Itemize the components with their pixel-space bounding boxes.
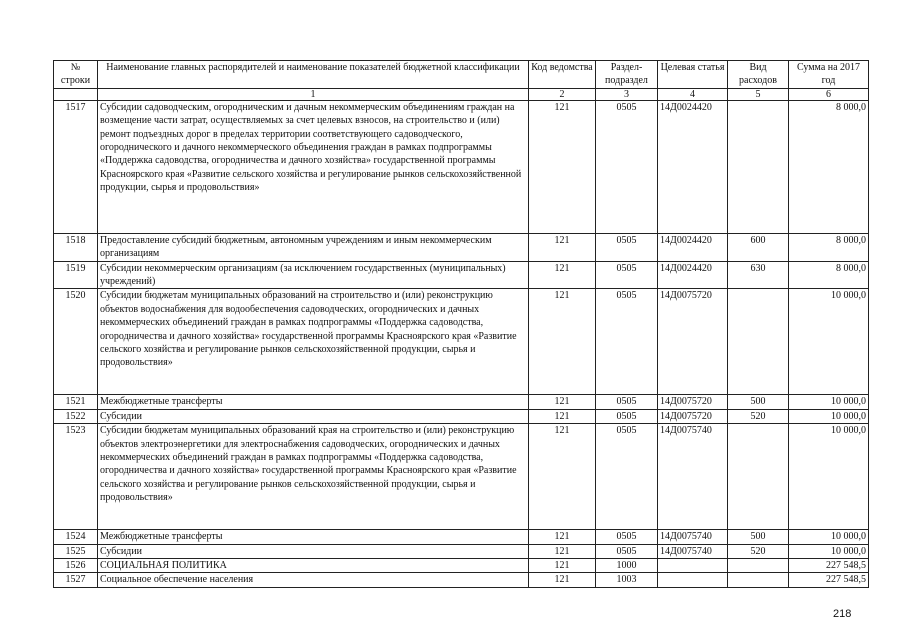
header-name: Наименование главных распорядителей и наименование показателей бюджетной классификации — [98, 61, 529, 89]
sum-cell: 8 000,0 — [789, 261, 869, 289]
row-name-cell: Субсидии — [98, 409, 529, 423]
section-cell: 0505 — [596, 233, 658, 261]
sum-cell: 227 548,5 — [789, 573, 869, 587]
table-row — [54, 100, 869, 233]
department-code-cell: 121 — [529, 530, 596, 544]
sum-cell: 10 000,0 — [789, 395, 869, 409]
department-code-cell: 121 — [529, 261, 596, 289]
page-number: 218 — [833, 608, 852, 620]
index-cell: 1 — [98, 88, 529, 100]
row-name-cell: Социальное обеспечение населения — [98, 573, 529, 587]
section-cell: 0505 — [596, 409, 658, 423]
table-row — [54, 573, 869, 587]
section-cell: 0505 — [596, 100, 658, 233]
table-row — [54, 544, 869, 558]
section-cell: 0505 — [596, 424, 658, 530]
table-row — [54, 409, 869, 423]
sum-cell: 10 000,0 — [789, 289, 869, 395]
expense-type-cell: 520 — [728, 544, 789, 558]
target-article-cell: 14Д0075720 — [658, 395, 728, 409]
section-cell: 1000 — [596, 559, 658, 573]
index-cell-empty — [54, 88, 98, 100]
section-cell: 1003 — [596, 573, 658, 587]
section-cell: 0505 — [596, 261, 658, 289]
target-article-cell: 14Д0024420 — [658, 233, 728, 261]
budget-table — [53, 60, 869, 588]
target-article-cell: 14Д0075740 — [658, 530, 728, 544]
row-name-cell: СОЦИАЛЬНАЯ ПОЛИТИКА — [98, 559, 529, 573]
target-article-cell: 14Д0075740 — [658, 424, 728, 530]
table-body — [54, 100, 869, 587]
expense-type-cell: 500 — [728, 395, 789, 409]
header-department-code: Код ведомства — [529, 61, 596, 89]
table-row — [54, 395, 869, 409]
row-name-cell: Субсидии некоммерческим организациям (за исключением государственных (муниципальных) учреждений) — [98, 261, 529, 289]
sum-cell: 10 000,0 — [789, 530, 869, 544]
department-code-cell: 121 — [529, 100, 596, 233]
row-number-cell: 1519 — [54, 261, 98, 289]
table-row — [54, 261, 869, 289]
index-cell: 5 — [728, 88, 789, 100]
header-expense-type: Вид расходов — [728, 61, 789, 89]
department-code-cell: 121 — [529, 559, 596, 573]
expense-type-cell: 520 — [728, 409, 789, 423]
sum-cell: 227 548,5 — [789, 559, 869, 573]
row-number-cell: 1518 — [54, 233, 98, 261]
row-name-cell: Межбюджетные трансферты — [98, 395, 529, 409]
row-name-cell: Предоставление субсидий бюджетным, автономным учреждениям и иным некоммерческим организациям — [98, 233, 529, 261]
department-code-cell: 121 — [529, 395, 596, 409]
row-number-cell: 1523 — [54, 424, 98, 530]
expense-type-cell — [728, 559, 789, 573]
target-article-cell: 14Д0075720 — [658, 409, 728, 423]
sum-cell: 8 000,0 — [789, 100, 869, 233]
sum-cell: 10 000,0 — [789, 409, 869, 423]
row-number-cell: 1520 — [54, 289, 98, 395]
section-cell: 0505 — [596, 544, 658, 558]
sum-cell: 8 000,0 — [789, 233, 869, 261]
department-code-cell: 121 — [529, 409, 596, 423]
index-cell: 2 — [529, 88, 596, 100]
row-name-cell: Субсидии — [98, 544, 529, 558]
department-code-cell: 121 — [529, 289, 596, 395]
expense-type-cell: 630 — [728, 261, 789, 289]
section-cell: 0505 — [596, 289, 658, 395]
table-row — [54, 530, 869, 544]
sum-cell: 10 000,0 — [789, 544, 869, 558]
target-article-cell — [658, 559, 728, 573]
header-section: Раздел-подраздел — [596, 61, 658, 89]
column-index-row — [54, 88, 869, 100]
row-number-cell: 1521 — [54, 395, 98, 409]
index-cell: 4 — [658, 88, 728, 100]
row-number-cell: 1522 — [54, 409, 98, 423]
target-article-cell: 14Д0024420 — [658, 100, 728, 233]
row-name-cell: Субсидии бюджетам муниципальных образований на строительство и (или) реконструкцию объектов водоснабжения для водообеспечения садоводческих, огороднических и дачных некоммерческих объединений граждан в рамках подпрограммы «Поддержка садоводства, огородничества и дачного хозяйства» государственной программы Красноярского края «Развитие сельского хозяйства и регулирование рынков сельскохозяйственной продукции, сырья и продовольствия» — [98, 289, 529, 395]
expense-type-cell — [728, 289, 789, 395]
row-number-cell: 1526 — [54, 559, 98, 573]
target-article-cell: 14Д0024420 — [658, 261, 728, 289]
expense-type-cell — [728, 100, 789, 233]
department-code-cell: 121 — [529, 573, 596, 587]
target-article-cell: 14Д0075740 — [658, 544, 728, 558]
target-article-cell: 14Д0075720 — [658, 289, 728, 395]
expense-type-cell: 600 — [728, 233, 789, 261]
table-row — [54, 424, 869, 530]
index-cell: 6 — [789, 88, 869, 100]
expense-type-cell — [728, 573, 789, 587]
row-number-cell: 1524 — [54, 530, 98, 544]
row-number-cell: 1525 — [54, 544, 98, 558]
section-cell: 0505 — [596, 530, 658, 544]
expense-type-cell: 500 — [728, 530, 789, 544]
department-code-cell: 121 — [529, 233, 596, 261]
row-name-cell: Субсидии бюджетам муниципальных образований края на строительство и (или) реконструкцию объектов электроэнергетики для электроснабжения садоводческих, огороднических и дачных некоммерческих объединений граждан в рамках подпрограммы «Поддержка садоводства, огородничества и дачного хозяйства» государственной программы Красноярского края «Развитие сельского хозяйства и регулирование рынков сельскохозяйственной продукции, сырья и продовольствия» — [98, 424, 529, 530]
expense-type-cell — [728, 424, 789, 530]
section-cell: 0505 — [596, 395, 658, 409]
header-target-article: Целевая статья — [658, 61, 728, 89]
index-cell: 3 — [596, 88, 658, 100]
department-code-cell: 121 — [529, 424, 596, 530]
header-row-number: № строки — [54, 61, 98, 89]
row-name-cell: Межбюджетные трансферты — [98, 530, 529, 544]
table-row — [54, 233, 869, 261]
table-row — [54, 559, 869, 573]
table-row — [54, 289, 869, 395]
header-sum-2017: Сумма на 2017 год — [789, 61, 869, 89]
department-code-cell: 121 — [529, 544, 596, 558]
table-header — [54, 61, 869, 101]
row-name-cell: Субсидии садоводческим, огородническим и дачным некоммерческим объединениям граждан на возмещение части затрат, осуществляемых за счет целевых взносов, на строительство и (или) ремонт подъездных дорог в пределах территории соответствующего садоводческого, огороднического и дачного некоммерческого объединения граждан в рамках подпрограммы «Поддержка садоводства, огородничества и дачного хозяйства» государственной программы Красноярского края «Развитие сельского хозяйства и регулирование рынков сельскохозяйственной продукции, сырья и продовольствия» — [98, 100, 529, 233]
row-number-cell: 1517 — [54, 100, 98, 233]
target-article-cell — [658, 573, 728, 587]
sum-cell: 10 000,0 — [789, 424, 869, 530]
row-number-cell: 1527 — [54, 573, 98, 587]
